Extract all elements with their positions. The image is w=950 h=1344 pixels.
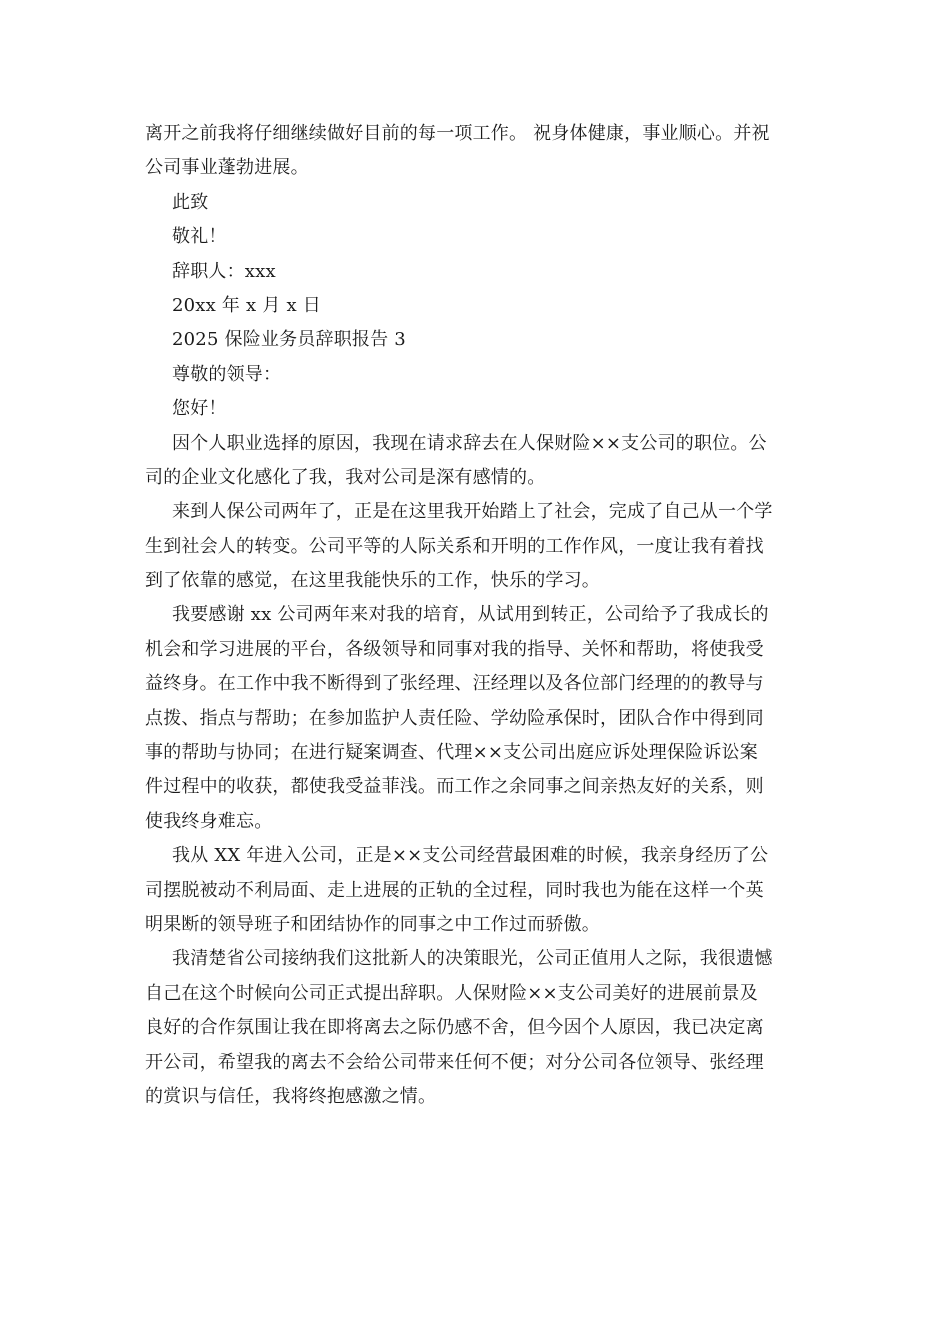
text-line: 离开之前我将仔细继续做好目前的每一项工作。 祝身体健康，事业顺心。并祝 <box>145 123 770 144</box>
document-page <box>145 117 810 1114</box>
text-line: 我从 XX 年进入公司，正是××支公司经营最困难的时候，我亲身经历了公 <box>172 845 769 867</box>
text-line: 来到人保公司两年了，正是在这里我开始踏上了社会，完成了自己从一个学 <box>172 501 773 523</box>
text-line: 事的帮助与协同；在进行疑案调查、代理××支公司出庭应诉处理保险诉讼案 <box>145 742 758 764</box>
text-line: 辞职人：xxx <box>172 260 276 282</box>
text-line: 公司事业蓬勃进展。 <box>145 157 309 179</box>
text-line: 到了依靠的感觉，在这里我能快乐的工作，快乐的学习。 <box>145 570 600 592</box>
text-line: 尊敬的领导： <box>172 363 282 385</box>
text-line: 我清楚省公司接纳我们这批新人的决策眼光，公司正值用人之际，我很遗憾 <box>172 948 773 970</box>
text-line: 因个人职业选择的原因，我现在请求辞去在人保财险××支公司的职位。公 <box>172 432 767 454</box>
text-line: 明果断的领导班子和团结协作的同事之中工作过而骄傲。 <box>145 913 600 935</box>
document-body <box>145 117 810 1114</box>
text-line: 我要感谢 xx 公司两年来对我的培育，从试用到转正，公司给予了我成长的 <box>172 604 769 626</box>
text-line: 使我终身难忘。 <box>145 810 273 832</box>
text-line: 点拨、指点与帮助；在参加监护人责任险、学幼险承保时，团队合作中得到同 <box>145 707 764 729</box>
text-line: 20xx 年 x 月 x 日 <box>172 294 321 316</box>
text-line: 件过程中的收获，都使我受益菲浅。而工作之余同事之间亲热友好的关系，则 <box>145 776 764 798</box>
text-line: 此致 <box>172 191 209 213</box>
text-line: 开公司，希望我的离去不会给公司带来任何不便；对分公司各位领导、张经理 <box>145 1051 764 1073</box>
text-line: 机会和学习进展的平台，各级领导和同事对我的指导、关怀和帮助，将使我受 <box>145 638 764 660</box>
text-line: 您好！ <box>172 398 227 420</box>
text-line: 益终身。在工作中我不断得到了张经理、汪经理以及各位部门经理的的教导与 <box>145 673 764 695</box>
text-line: 良好的合作氛围让我在即将离去之际仍感不舍，但今因个人原因，我已决定离 <box>145 1017 764 1039</box>
text-line: 司摆脱被动不利局面、走上进展的正轨的全过程，同时我也为能在这样一个英 <box>145 879 764 901</box>
text-line: 2025 保险业务员辞职报告 3 <box>172 329 406 351</box>
text-line: 敬礼！ <box>172 226 227 248</box>
text-line: 的赏识与信任，我将终抱感激之情。 <box>145 1085 437 1107</box>
text-line: 司的企业文化感化了我，我对公司是深有感情的。 <box>145 466 546 488</box>
text-line: 自己在这个时候向公司正式提出辞职。人保财险××支公司美好的进展前景及 <box>145 982 758 1004</box>
text-line: 生到社会人的转变。公司平等的人际关系和开明的工作作风，一度让我有着找 <box>145 535 764 557</box>
